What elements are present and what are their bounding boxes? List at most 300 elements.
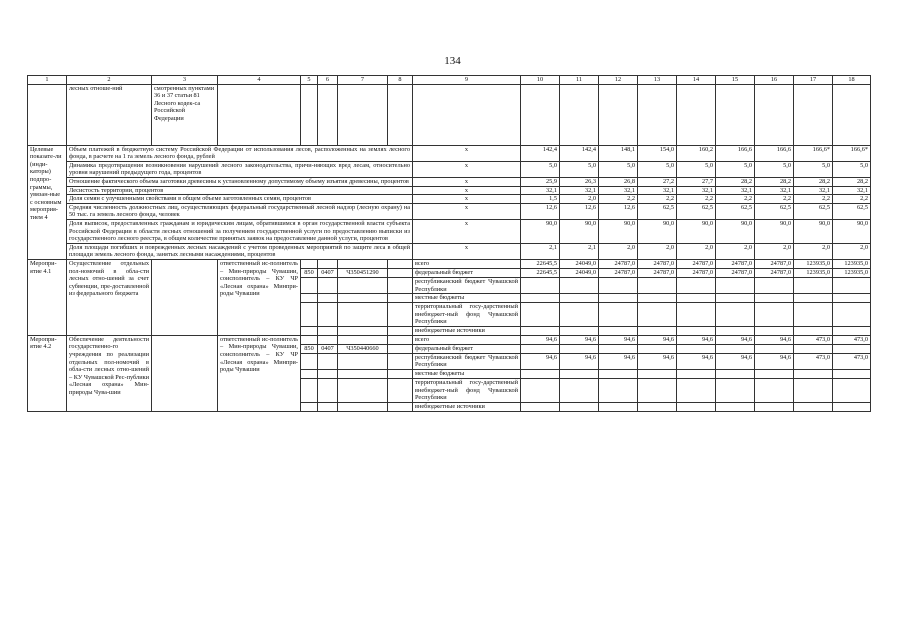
indicator-mark: х bbox=[413, 195, 521, 204]
indicator-row bbox=[28, 219, 871, 243]
funding-value bbox=[638, 277, 677, 293]
indicator-value: 2,0 bbox=[599, 243, 638, 259]
funding-value: 24787,0 bbox=[599, 268, 638, 277]
table-cell bbox=[677, 84, 716, 145]
indicator-value: 26,3 bbox=[560, 177, 599, 186]
funding-value bbox=[677, 294, 716, 303]
funding-value bbox=[716, 294, 755, 303]
funding-value bbox=[560, 402, 599, 411]
budget-code: 850 bbox=[301, 344, 318, 353]
indicator-value: 2,0 bbox=[560, 195, 599, 204]
funding-value bbox=[794, 294, 833, 303]
indicator-value: 26,8 bbox=[599, 177, 638, 186]
funding-value bbox=[599, 277, 638, 293]
measure-name: Обеспечение деятельности государственно-го учреждения по реализации отдельных пол-номочий в обла-сти лесных отно-шений – КУ Чувашской Рес-публики «Лесная охрана» Мин-природы Чува-шии bbox=[67, 335, 152, 411]
table-cell bbox=[388, 335, 413, 344]
funding-source: федеральный бюджет bbox=[413, 344, 521, 353]
table-cell bbox=[218, 84, 301, 145]
column-header: 2 bbox=[67, 76, 152, 85]
indicator-value: 2,2 bbox=[755, 195, 794, 204]
funding-value: 24787,0 bbox=[599, 259, 638, 268]
indicator-value: 2,2 bbox=[638, 195, 677, 204]
funding-value: 123935,0 bbox=[833, 268, 871, 277]
table-cell bbox=[794, 84, 833, 145]
funding-value: 123935,0 bbox=[794, 268, 833, 277]
funding-value bbox=[716, 379, 755, 403]
indicator-value: 2,0 bbox=[833, 243, 871, 259]
indicator-value: 28,2 bbox=[755, 177, 794, 186]
funding-value bbox=[560, 326, 599, 335]
measure-responsible: ответственный ис-полнитель – Мин-природы Чувашии, соисполнитель – КУ ЧР «Лесная охрана» Минпри-роды Чувашии bbox=[218, 259, 301, 335]
table-cell bbox=[338, 402, 388, 411]
indicator-value: 12,6 bbox=[521, 203, 560, 219]
measure-name: Осуществление отдельных пол-номочий в обла-сти лесных отно-шений за счет субвенции, пре-доставленной из федерального бюджета bbox=[67, 259, 152, 335]
funding-value bbox=[560, 344, 599, 353]
table-cell bbox=[301, 277, 318, 293]
indicator-value: 32,1 bbox=[560, 186, 599, 195]
funding-source: всего bbox=[413, 335, 521, 344]
budget-code: 850 bbox=[301, 268, 318, 277]
funding-value bbox=[716, 344, 755, 353]
funding-value: 24049,0 bbox=[560, 268, 599, 277]
funding-source: внебюджетные источники bbox=[413, 402, 521, 411]
column-header: 7 bbox=[338, 76, 388, 85]
indicator-mark: х bbox=[413, 177, 521, 186]
indicator-row bbox=[28, 243, 871, 259]
table-cell bbox=[755, 84, 794, 145]
table-cell bbox=[301, 303, 318, 327]
funding-value bbox=[638, 294, 677, 303]
indicator-value: 5,0 bbox=[716, 161, 755, 177]
funding-value bbox=[677, 326, 716, 335]
table-cell bbox=[301, 379, 318, 403]
indicator-value: 32,1 bbox=[521, 186, 560, 195]
funding-value bbox=[521, 379, 560, 403]
indicator-text: Доля выписок, предоставленных гражданам и юридическим лицам, обратившимся в орган государственной власти субъекта Российской Федерации в области лесных отношений за получением государственной услуги по предоставлению выписки из государственного лесного реестра, в общем количестве принятых заявок на предоставление данной услуги, процентов bbox=[67, 219, 413, 243]
funding-value bbox=[521, 277, 560, 293]
column-header: 9 bbox=[413, 76, 521, 85]
funding-value: 123935,0 bbox=[833, 259, 871, 268]
funding-value: 24787,0 bbox=[716, 268, 755, 277]
table-cell bbox=[388, 294, 413, 303]
funding-value bbox=[638, 344, 677, 353]
funding-value: 123935,0 bbox=[794, 259, 833, 268]
indicator-value: 2,0 bbox=[716, 243, 755, 259]
funding-value bbox=[833, 303, 871, 327]
funding-source: всего bbox=[413, 259, 521, 268]
indicator-value: 5,0 bbox=[560, 161, 599, 177]
funding-value bbox=[716, 370, 755, 379]
table-cell bbox=[318, 277, 338, 293]
indicator-value: 90,0 bbox=[794, 219, 833, 243]
funding-value bbox=[599, 379, 638, 403]
funding-value bbox=[833, 402, 871, 411]
continuation-legal-basis: смотренных пунктами 36 и 37 статьи 81 Лесного кодек-са Российской Федерации bbox=[152, 84, 218, 145]
funding-value: 22645,5 bbox=[521, 268, 560, 277]
table-cell bbox=[301, 259, 318, 268]
indicator-value: 2,0 bbox=[677, 243, 716, 259]
indicator-value: 166,6 bbox=[716, 145, 755, 161]
section-code: 0407 bbox=[318, 344, 338, 353]
column-header: 3 bbox=[152, 76, 218, 85]
table-cell bbox=[301, 84, 318, 145]
indicator-value: 32,1 bbox=[755, 186, 794, 195]
table-cell bbox=[318, 335, 338, 344]
funding-value bbox=[716, 303, 755, 327]
funding-value: 24787,0 bbox=[755, 259, 794, 268]
funding-value bbox=[521, 344, 560, 353]
funding-value bbox=[716, 277, 755, 293]
column-header: 5 bbox=[301, 76, 318, 85]
column-header: 13 bbox=[638, 76, 677, 85]
table-cell bbox=[338, 353, 388, 369]
funding-value: 473,0 bbox=[794, 353, 833, 369]
indicator-mark: х bbox=[413, 243, 521, 259]
funding-value bbox=[599, 344, 638, 353]
indicator-value: 62,5 bbox=[833, 203, 871, 219]
table-cell bbox=[338, 303, 388, 327]
indicator-value: 166,6* bbox=[833, 145, 871, 161]
section-code: 0407 bbox=[318, 268, 338, 277]
funding-value bbox=[794, 402, 833, 411]
funding-value bbox=[521, 402, 560, 411]
table-cell bbox=[318, 84, 338, 145]
funding-value bbox=[755, 326, 794, 335]
indicator-value: 2,0 bbox=[755, 243, 794, 259]
funding-value bbox=[833, 277, 871, 293]
indicator-value: 2,2 bbox=[716, 195, 755, 204]
table-cell bbox=[318, 303, 338, 327]
indicator-value: 2,2 bbox=[677, 195, 716, 204]
table-cell bbox=[413, 84, 521, 145]
indicator-value: 62,5 bbox=[755, 203, 794, 219]
indicator-value: 90,0 bbox=[677, 219, 716, 243]
header-row bbox=[28, 76, 871, 85]
funding-value bbox=[677, 402, 716, 411]
column-header: 14 bbox=[677, 76, 716, 85]
funding-value bbox=[833, 344, 871, 353]
funding-value bbox=[794, 326, 833, 335]
indicator-row bbox=[28, 161, 871, 177]
column-header: 10 bbox=[521, 76, 560, 85]
funding-source: федеральный бюджет bbox=[413, 268, 521, 277]
funding-value: 94,6 bbox=[638, 353, 677, 369]
funding-value: 94,6 bbox=[560, 353, 599, 369]
indicator-value: 148,1 bbox=[599, 145, 638, 161]
table-cell bbox=[301, 335, 318, 344]
indicator-mark: х bbox=[413, 145, 521, 161]
funding-source: местные бюджеты bbox=[413, 370, 521, 379]
funding-value bbox=[794, 277, 833, 293]
funding-value bbox=[755, 277, 794, 293]
funding-source: территориальный госу-дарственный внебюджет-ный фонд Чувашской Республики bbox=[413, 303, 521, 327]
funding-value: 473,0 bbox=[794, 335, 833, 344]
funding-row bbox=[28, 335, 871, 344]
table-cell bbox=[318, 379, 338, 403]
funding-value bbox=[560, 379, 599, 403]
indicator-value: 62,5 bbox=[638, 203, 677, 219]
table-cell bbox=[388, 84, 413, 145]
funding-value bbox=[677, 303, 716, 327]
table-cell bbox=[318, 353, 338, 369]
funding-value bbox=[833, 326, 871, 335]
funding-value bbox=[521, 326, 560, 335]
indicator-value: 27,7 bbox=[677, 177, 716, 186]
indicator-value: 12,6 bbox=[599, 203, 638, 219]
column-header: 17 bbox=[794, 76, 833, 85]
funding-value bbox=[833, 370, 871, 379]
table-cell bbox=[388, 402, 413, 411]
column-header: 11 bbox=[560, 76, 599, 85]
funding-value bbox=[560, 370, 599, 379]
funding-value bbox=[638, 326, 677, 335]
funding-value bbox=[638, 379, 677, 403]
indicator-value: 62,5 bbox=[716, 203, 755, 219]
column-header: 6 bbox=[318, 76, 338, 85]
table-cell bbox=[388, 268, 413, 277]
funding-row bbox=[28, 259, 871, 268]
funding-value bbox=[560, 294, 599, 303]
funding-value: 94,6 bbox=[755, 335, 794, 344]
funding-value bbox=[638, 402, 677, 411]
funding-value bbox=[755, 344, 794, 353]
table-cell bbox=[388, 277, 413, 293]
funding-value: 94,6 bbox=[755, 353, 794, 369]
funding-value: 94,6 bbox=[638, 335, 677, 344]
funding-value: 94,6 bbox=[716, 353, 755, 369]
indicator-value: 32,1 bbox=[638, 186, 677, 195]
funding-source: внебюджетные источники bbox=[413, 326, 521, 335]
measure-label: Меропри-ятие 4.1 bbox=[28, 259, 67, 335]
indicator-value: 28,2 bbox=[794, 177, 833, 186]
table-cell bbox=[833, 84, 871, 145]
table-cell bbox=[388, 379, 413, 403]
indicator-value: 5,0 bbox=[638, 161, 677, 177]
table-cell bbox=[388, 353, 413, 369]
indicator-value: 27,2 bbox=[638, 177, 677, 186]
funding-value bbox=[755, 370, 794, 379]
indicator-value: 5,0 bbox=[833, 161, 871, 177]
funding-value: 94,6 bbox=[599, 335, 638, 344]
program-table bbox=[27, 75, 871, 412]
funding-value bbox=[794, 344, 833, 353]
funding-value bbox=[833, 294, 871, 303]
indicator-value: 5,0 bbox=[794, 161, 833, 177]
indicator-text: Объем платежей в бюджетную систему Российской Федерации от использования лесов, расположенных на землях лесного фонда, в расчете на 1 га земель лесного фонда, рублей bbox=[67, 145, 413, 161]
column-header: 8 bbox=[388, 76, 413, 85]
indicator-value: 90,0 bbox=[716, 219, 755, 243]
column-header: 12 bbox=[599, 76, 638, 85]
indicator-text: Отношение фактического объема заготовки древесины к установленному допустимому объему изъятия древесины, процентов bbox=[67, 177, 413, 186]
indicator-value: 90,0 bbox=[560, 219, 599, 243]
table-cell bbox=[301, 294, 318, 303]
table-cell bbox=[338, 335, 388, 344]
indicator-value: 5,0 bbox=[755, 161, 794, 177]
indicator-row bbox=[28, 203, 871, 219]
table-cell bbox=[318, 294, 338, 303]
indicator-mark: х bbox=[413, 203, 521, 219]
funding-source: республиканский бюджет Чувашской Республики bbox=[413, 353, 521, 369]
continuation-activity: лесных отноше-ний bbox=[67, 84, 152, 145]
column-header: 4 bbox=[218, 76, 301, 85]
indicator-value: 5,0 bbox=[677, 161, 716, 177]
table-cell bbox=[560, 84, 599, 145]
funding-value: 94,6 bbox=[521, 335, 560, 344]
funding-value bbox=[833, 379, 871, 403]
table-cell bbox=[599, 84, 638, 145]
page-number: 134 bbox=[444, 55, 461, 67]
funding-value: 24787,0 bbox=[677, 268, 716, 277]
indicator-value: 166,6 bbox=[755, 145, 794, 161]
indicator-mark: х bbox=[413, 219, 521, 243]
indicator-value: 5,0 bbox=[599, 161, 638, 177]
funding-value: 24787,0 bbox=[638, 259, 677, 268]
table-cell bbox=[318, 402, 338, 411]
table-cell bbox=[521, 84, 560, 145]
funding-value bbox=[677, 370, 716, 379]
funding-value bbox=[794, 379, 833, 403]
funding-value: 94,6 bbox=[677, 353, 716, 369]
indicator-value: 32,1 bbox=[833, 186, 871, 195]
indicator-value: 90,0 bbox=[833, 219, 871, 243]
indicator-value: 32,1 bbox=[599, 186, 638, 195]
funding-value bbox=[560, 303, 599, 327]
indicator-row bbox=[28, 145, 871, 161]
table-cell bbox=[152, 259, 218, 335]
funding-value: 24787,0 bbox=[755, 268, 794, 277]
indicator-value: 28,2 bbox=[833, 177, 871, 186]
table-cell bbox=[318, 326, 338, 335]
indicator-value: 32,1 bbox=[677, 186, 716, 195]
table-cell bbox=[338, 294, 388, 303]
indicator-text: Доля семян с улучшенными свойствами в общем объеме заготовленных семян, процентов bbox=[67, 195, 413, 204]
table-cell bbox=[338, 259, 388, 268]
funding-value: 94,6 bbox=[560, 335, 599, 344]
funding-value: 94,6 bbox=[599, 353, 638, 369]
funding-source: республиканский бюджет Чувашской Республики bbox=[413, 277, 521, 293]
funding-value bbox=[560, 277, 599, 293]
column-header: 18 bbox=[833, 76, 871, 85]
funding-value bbox=[716, 326, 755, 335]
funding-value bbox=[638, 370, 677, 379]
funding-value: 473,0 bbox=[833, 335, 871, 344]
indicator-value: 2,1 bbox=[521, 243, 560, 259]
indicator-value: 166,6* bbox=[794, 145, 833, 161]
indicators-label: Целевые показате-ли (инди-каторы) подпро-граммы, увязан-ные с основным мероприя-тием 4 bbox=[28, 145, 67, 259]
funding-value bbox=[599, 326, 638, 335]
funding-value: 24787,0 bbox=[638, 268, 677, 277]
indicator-value: 2,0 bbox=[794, 243, 833, 259]
table-cell bbox=[388, 259, 413, 268]
funding-value: 94,6 bbox=[677, 335, 716, 344]
indicator-value: 28,2 bbox=[716, 177, 755, 186]
indicator-row bbox=[28, 195, 871, 204]
indicator-value: 2,2 bbox=[794, 195, 833, 204]
funding-value bbox=[755, 402, 794, 411]
indicator-row bbox=[28, 177, 871, 186]
indicator-text: Динамика предотвращения возникновения нарушений лесного законодательства, причи-няющих вред лесам, относительно уровня нарушений предыдущего года, процентов bbox=[67, 161, 413, 177]
table-cell bbox=[338, 326, 388, 335]
indicator-value: 90,0 bbox=[755, 219, 794, 243]
indicator-value: 25,9 bbox=[521, 177, 560, 186]
table-cell bbox=[716, 84, 755, 145]
table-cell bbox=[388, 344, 413, 353]
table-cell bbox=[638, 84, 677, 145]
indicator-value: 32,1 bbox=[716, 186, 755, 195]
funding-value bbox=[521, 303, 560, 327]
funding-value bbox=[677, 379, 716, 403]
indicator-value: 62,5 bbox=[794, 203, 833, 219]
table-cell bbox=[338, 84, 388, 145]
table-cell bbox=[338, 379, 388, 403]
funding-value: 473,0 bbox=[833, 353, 871, 369]
funding-source: территориальный госу-дарственный внебюджет-ный фонд Чувашской Республики bbox=[413, 379, 521, 403]
measure-responsible: ответственный ис-полнитель – Мин-природы Чувашии, соисполнитель – КУ ЧР «Лесная охрана» Минпри-роды Чувашии bbox=[218, 335, 301, 411]
indicator-mark: х bbox=[413, 161, 521, 177]
funding-value bbox=[638, 303, 677, 327]
indicator-text: Средняя численность должностных лиц, осуществляющих федеральный государственный лесной надзор (лесную охрану) на 50 тыс. га земель лесного фонда, человек bbox=[67, 203, 413, 219]
funding-value bbox=[521, 370, 560, 379]
funding-value bbox=[599, 303, 638, 327]
indicator-value: 12,6 bbox=[560, 203, 599, 219]
table-cell bbox=[301, 353, 318, 369]
indicator-value: 160,2 bbox=[677, 145, 716, 161]
table-cell bbox=[152, 335, 218, 411]
table-cell bbox=[388, 370, 413, 379]
funding-value: 22645,5 bbox=[521, 259, 560, 268]
funding-value bbox=[677, 277, 716, 293]
continuation-row bbox=[28, 84, 871, 145]
indicator-value: 142,4 bbox=[560, 145, 599, 161]
indicator-value: 2,2 bbox=[599, 195, 638, 204]
funding-value bbox=[599, 294, 638, 303]
indicator-value: 2,0 bbox=[638, 243, 677, 259]
funding-value: 94,6 bbox=[716, 335, 755, 344]
table-cell bbox=[388, 326, 413, 335]
funding-value: 94,6 bbox=[521, 353, 560, 369]
funding-value bbox=[521, 294, 560, 303]
target-article-code: Ч350440660 bbox=[338, 344, 388, 353]
funding-value bbox=[794, 303, 833, 327]
table-cell bbox=[301, 326, 318, 335]
column-header: 16 bbox=[755, 76, 794, 85]
table-body bbox=[28, 76, 871, 412]
funding-value bbox=[794, 370, 833, 379]
funding-value bbox=[599, 370, 638, 379]
indicator-value: 2,2 bbox=[833, 195, 871, 204]
measure-label: Меропри-ятие 4.2 bbox=[28, 335, 67, 411]
funding-value bbox=[599, 402, 638, 411]
indicator-value: 2,1 bbox=[560, 243, 599, 259]
indicator-value: 142,4 bbox=[521, 145, 560, 161]
table-cell bbox=[318, 370, 338, 379]
table-cell bbox=[28, 84, 67, 145]
funding-value: 24049,0 bbox=[560, 259, 599, 268]
funding-source: местные бюджеты bbox=[413, 294, 521, 303]
indicator-text: Лесистость территории, процентов bbox=[67, 186, 413, 195]
column-header: 1 bbox=[28, 76, 67, 85]
funding-value bbox=[716, 402, 755, 411]
indicator-value: 32,1 bbox=[794, 186, 833, 195]
funding-value bbox=[755, 294, 794, 303]
indicator-text: Доля площади погибших и поврежденных лесных насаждений с учетом проведенных мероприятий по защите леса в общей площади земель лесного фонда, занятых лесными насаждениями, процентов bbox=[67, 243, 413, 259]
indicator-value: 1,5 bbox=[521, 195, 560, 204]
table-cell bbox=[301, 370, 318, 379]
table-cell bbox=[338, 277, 388, 293]
indicator-value: 90,0 bbox=[599, 219, 638, 243]
target-article-code: Ч350451290 bbox=[338, 268, 388, 277]
table-cell bbox=[388, 303, 413, 327]
